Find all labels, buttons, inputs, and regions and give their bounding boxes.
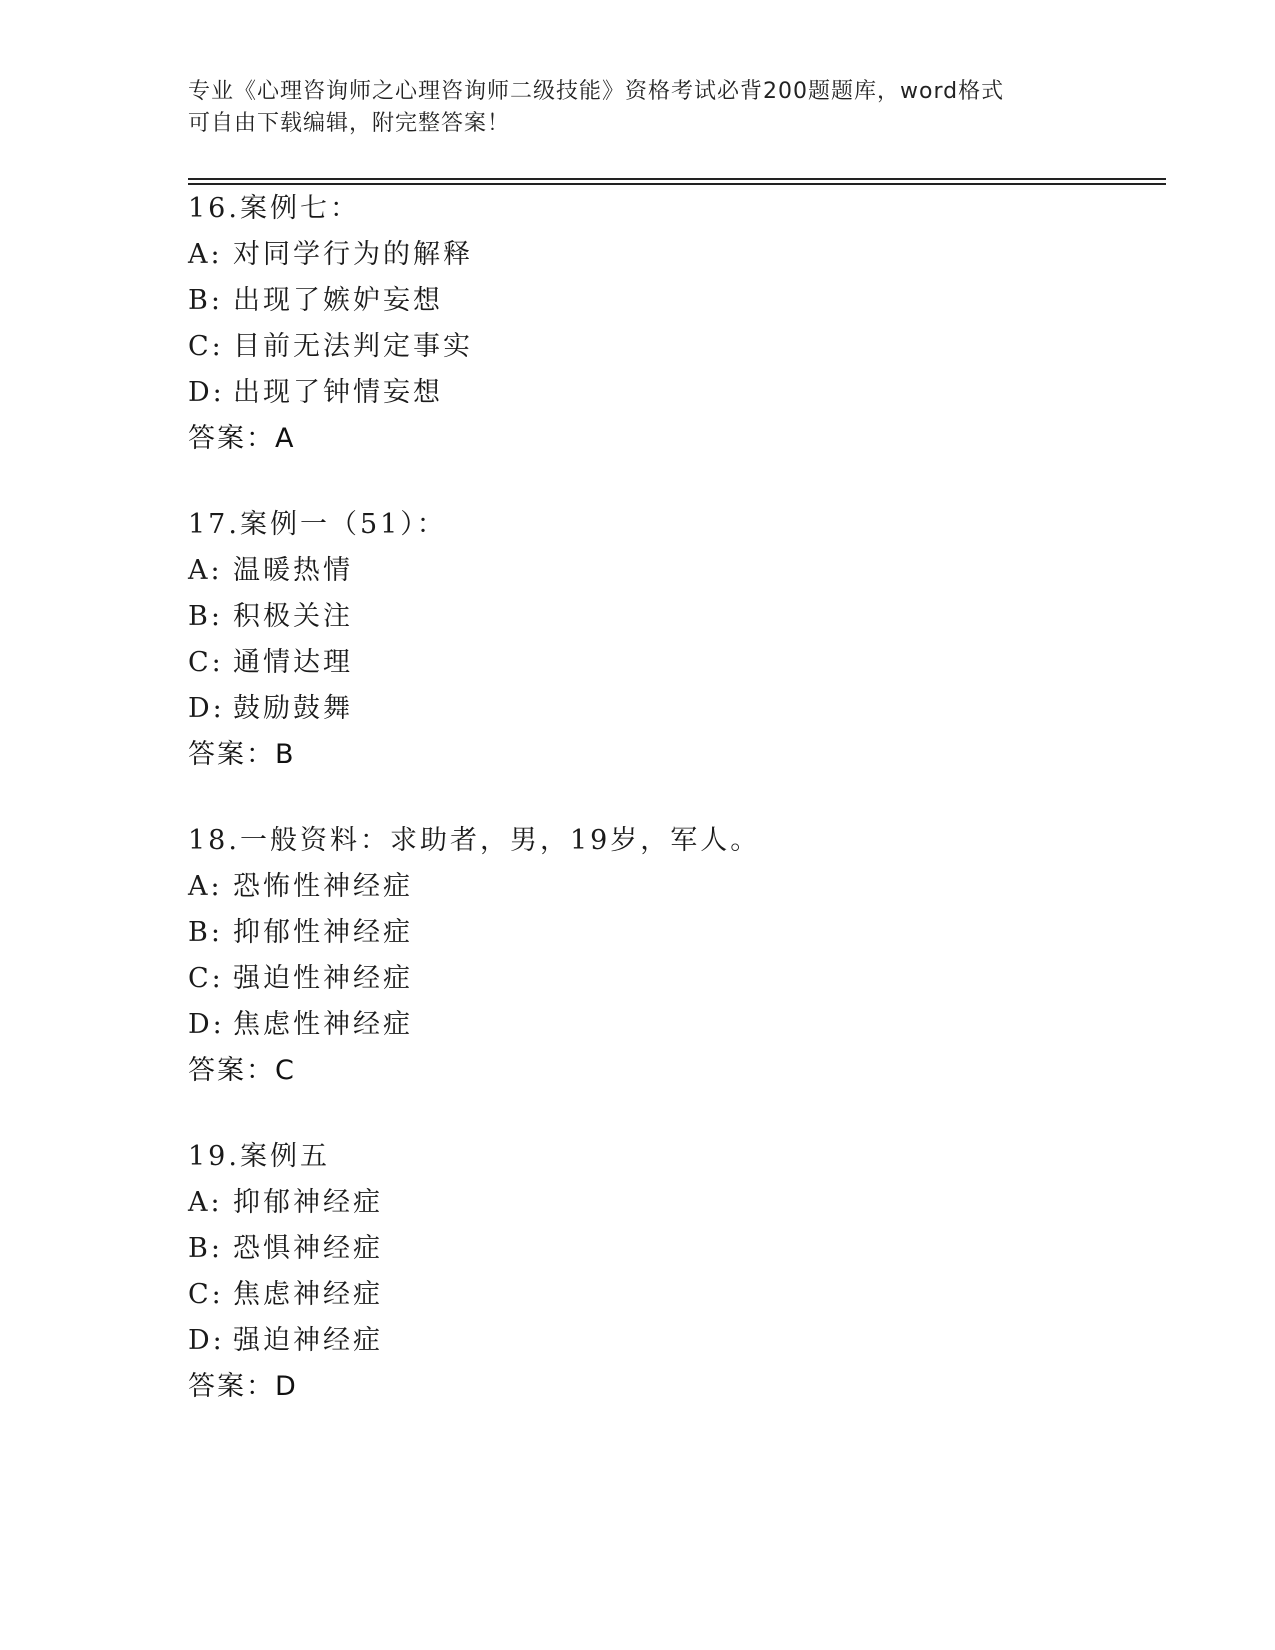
- option-label: B:: [188, 917, 223, 948]
- option-text: 对同学行为的解释: [233, 239, 473, 270]
- option-c: [188, 640, 447, 686]
- option-b: [188, 278, 473, 324]
- option-a: [188, 1180, 383, 1226]
- option-b: [188, 594, 447, 640]
- option-text: 强迫性神经症: [233, 963, 413, 994]
- option-d: [188, 1002, 760, 1048]
- option-text: 焦虑性神经症: [233, 1009, 413, 1040]
- option-b: [188, 910, 760, 956]
- option-text: 恐惧神经症: [233, 1233, 383, 1264]
- question-stem: 18.一般资料：求助者，男，19岁，军人。: [188, 825, 761, 856]
- document-header: [188, 76, 1088, 140]
- option-c: [188, 324, 473, 370]
- header-divider-top: [188, 178, 1166, 180]
- option-a: [188, 548, 447, 594]
- option-label: C:: [188, 331, 224, 362]
- question-17: [188, 502, 447, 778]
- option-label: A:: [188, 555, 223, 586]
- option-d: [188, 1318, 383, 1364]
- option-label: A:: [188, 1187, 223, 1218]
- option-label: D:: [188, 377, 225, 408]
- option-label: A:: [188, 871, 223, 902]
- option-text: 出现了钟情妄想: [233, 377, 443, 408]
- question-19: [188, 1134, 383, 1410]
- option-label: D:: [188, 1009, 225, 1040]
- option-text: 恐怖性神经症: [233, 871, 413, 902]
- option-c: [188, 1272, 383, 1318]
- option-label: B:: [188, 601, 223, 632]
- answer-line: 答案：C: [188, 1055, 296, 1086]
- option-b: [188, 1226, 383, 1272]
- option-text: 抑郁性神经症: [233, 917, 413, 948]
- answer-line: 答案：D: [188, 1371, 298, 1402]
- option-text: 焦虑神经症: [233, 1279, 383, 1310]
- option-text: 通情达理: [233, 647, 353, 678]
- option-label: D:: [188, 693, 225, 724]
- option-text: 积极关注: [233, 601, 353, 632]
- option-label: B:: [188, 285, 223, 316]
- header-line-1: 专业《心理咨询师之心理咨询师二级技能》资格考试必背200题题库，word格式: [188, 79, 1005, 104]
- option-d: [188, 686, 447, 732]
- option-a: [188, 232, 473, 278]
- option-text: 温暖热情: [233, 555, 353, 586]
- header-line-2: 可自由下载编辑，附完整答案！: [188, 111, 511, 136]
- option-label: C:: [188, 963, 224, 994]
- option-label: B:: [188, 1233, 223, 1264]
- option-a: [188, 864, 760, 910]
- option-label: C:: [188, 647, 224, 678]
- option-c: [188, 956, 760, 1002]
- question-stem: 17.案例一（51）：: [188, 509, 447, 540]
- option-label: C:: [188, 1279, 224, 1310]
- option-d: [188, 370, 473, 416]
- answer-line: 答案：A: [188, 423, 296, 454]
- option-label: D:: [188, 1325, 225, 1356]
- option-text: 强迫神经症: [233, 1325, 383, 1356]
- option-text: 目前无法判定事实: [233, 331, 473, 362]
- question-stem: 19.案例五: [188, 1141, 330, 1172]
- option-text: 抑郁神经症: [233, 1187, 383, 1218]
- option-text: 鼓励鼓舞: [233, 693, 353, 724]
- question-stem: 16.案例七：: [188, 193, 360, 224]
- question-16: [188, 186, 473, 462]
- question-18: [188, 818, 760, 1094]
- answer-line: 答案：B: [188, 739, 296, 770]
- header-divider-bottom: [188, 183, 1166, 185]
- option-text: 出现了嫉妒妄想: [233, 285, 443, 316]
- option-label: A:: [188, 239, 223, 270]
